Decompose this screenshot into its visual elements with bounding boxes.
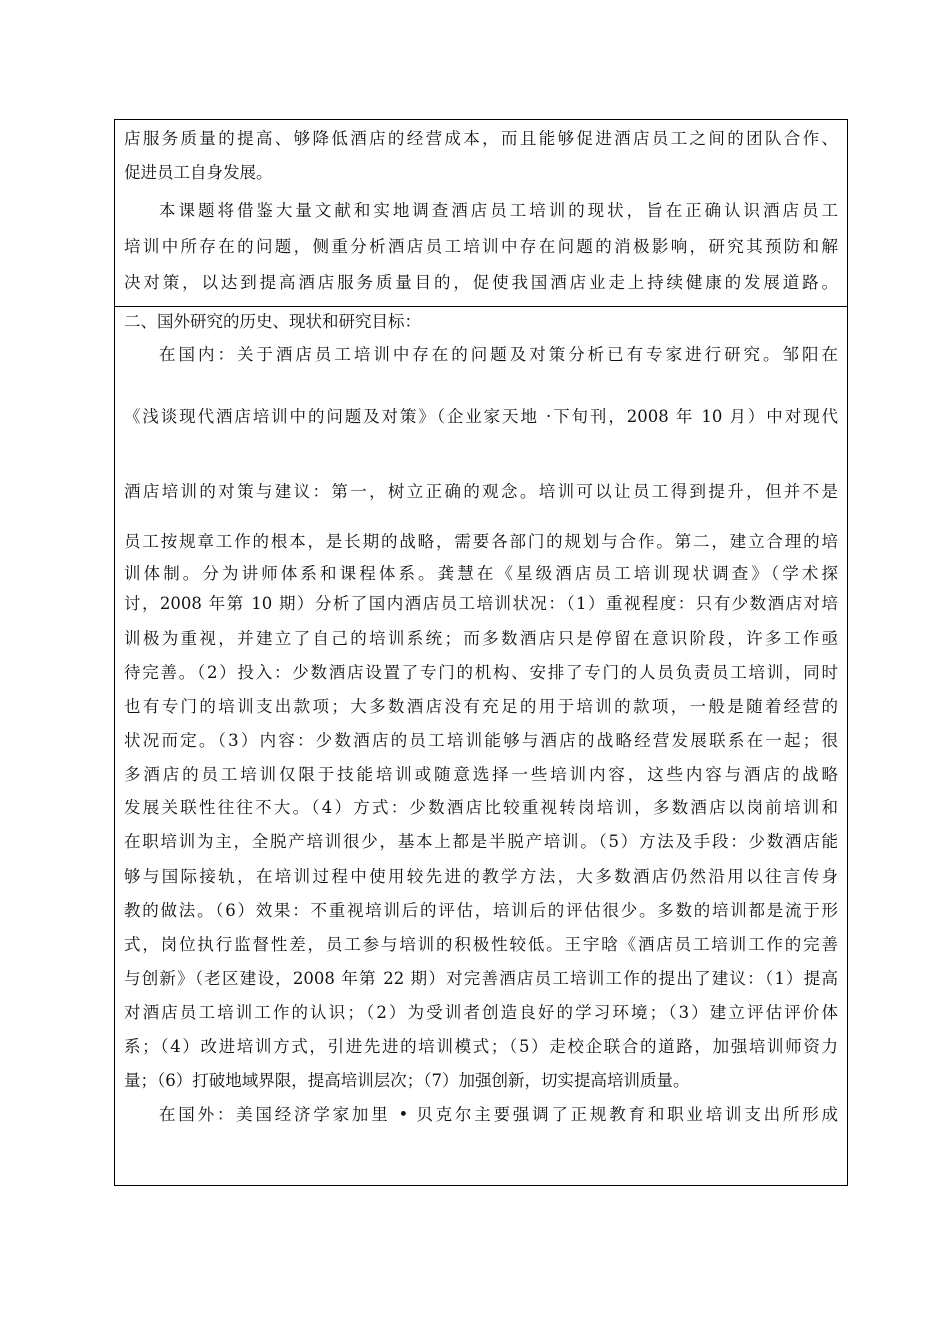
text-line: 讨，2008 年第 10 期）分析了国内酒店员工培训状况：（1）重视程度：只有少数酒店对培: [124, 594, 838, 613]
text-line: 员工按规章工作的根本，是长期的战略，需要各部门的规划与合作。第二，建立合理的培: [124, 532, 838, 551]
text-line: 在国外：美国经济学家加里 • 贝克尔主要强调了正规教育和职业培训支出所形成: [159, 1105, 838, 1124]
text-line: 对酒店员工培训工作的认识；（2）为受训者创造良好的学习环境；（3）建立评估评价体: [124, 1003, 838, 1022]
text-line: 促进员工自身发展。: [124, 163, 273, 182]
table-cell-intro: [114, 119, 848, 307]
text-line: 店服务质量的提高、够降低酒店的经营成本，而且能够促进酒店员工之间的团队合作、: [124, 129, 838, 148]
text-line: 也有专门的培训支出款项；大多数酒店没有充足的用于培训的款项，一般是随着经营的: [124, 697, 838, 716]
text-line: 在职培训为主，全脱产培训很少，基本上都是半脱产培训。（5）方法及手段：少数酒店能: [124, 832, 838, 851]
text-line: 训体制。分为讲师体系和课程体系。龚慧在《星级酒店员工培训现状调查》（学术探: [124, 564, 838, 583]
text-line: 在国内：关于酒店员工培训中存在的问题及对策分析已有专家进行研究。邹阳在: [159, 345, 838, 364]
text-line: 与创新》（老区建设，2008 年第 22 期）对完善酒店员工培训工作的提出了建议：（1）提高: [124, 969, 838, 988]
text-line: 决对策，以达到提高酒店服务质量目的，促使我国酒店业走上持续健康的发展道路。: [124, 273, 838, 292]
text-line: 量；（6）打破地域界限，提高培训层次；（7）加强创新，切实提高培训质量。: [124, 1071, 690, 1090]
text-line: 发展关联性往往不大。（4）方式：少数酒店比较重视转岗培训，多数酒店以岗前培训和: [124, 798, 838, 817]
text-line: 酒店培训的对策与建议：第一，树立正确的观念。培训可以让员工得到提升，但并不是: [124, 482, 838, 501]
text-line: 式，岗位执行监督性差，员工参与培训的积极性较低。王宇晗《酒店员工培训工作的完善: [124, 935, 838, 954]
text-line: 培训中所存在的问题，侧重分析酒店员工培训中存在问题的消极影响，研究其预防和解: [124, 237, 838, 256]
text-line: 教的做法。（6）效果：不重视培训后的评估，培训后的评估很少。多数的培训都是流于形: [124, 901, 838, 920]
text-line: 多酒店的员工培训仅限于技能培训或随意选择一些培训内容，这些内容与酒店的战略: [124, 765, 838, 784]
text-line: 本课题将借鉴大量文献和实地调查酒店员工培训的现状，旨在正确认识酒店员工: [159, 201, 838, 220]
text-line: 状况而定。（3）内容：少数酒店的员工培训能够与酒店的战略经营发展联系在一起；很: [124, 731, 838, 750]
text-line: 训极为重视，并建立了自己的培训系统；而多数酒店只是停留在意识阶段，许多工作亟: [124, 629, 838, 648]
text-line: 《浅谈现代酒店培训中的问题及对策》（企业家天地 ·下旬刊，2008 年 10 月）中对现代: [124, 407, 838, 426]
text-line: 系；（4）改进培训方式，引进先进的培训模式；（5）走校企联合的道路，加强培训师资力: [124, 1037, 838, 1056]
table-cell-research: [114, 306, 848, 1186]
section-heading: 二、国外研究的历史、现状和研究目标：: [124, 312, 421, 331]
text-line: 待完善。（2）投入：少数酒店设置了专门的机构、安排了专门的人员负责员工培训，同时: [124, 663, 838, 682]
text-line: 够与国际接轨，在培训过程中使用较先进的教学方法，大多数酒店仍然沿用以往言传身: [124, 867, 838, 886]
